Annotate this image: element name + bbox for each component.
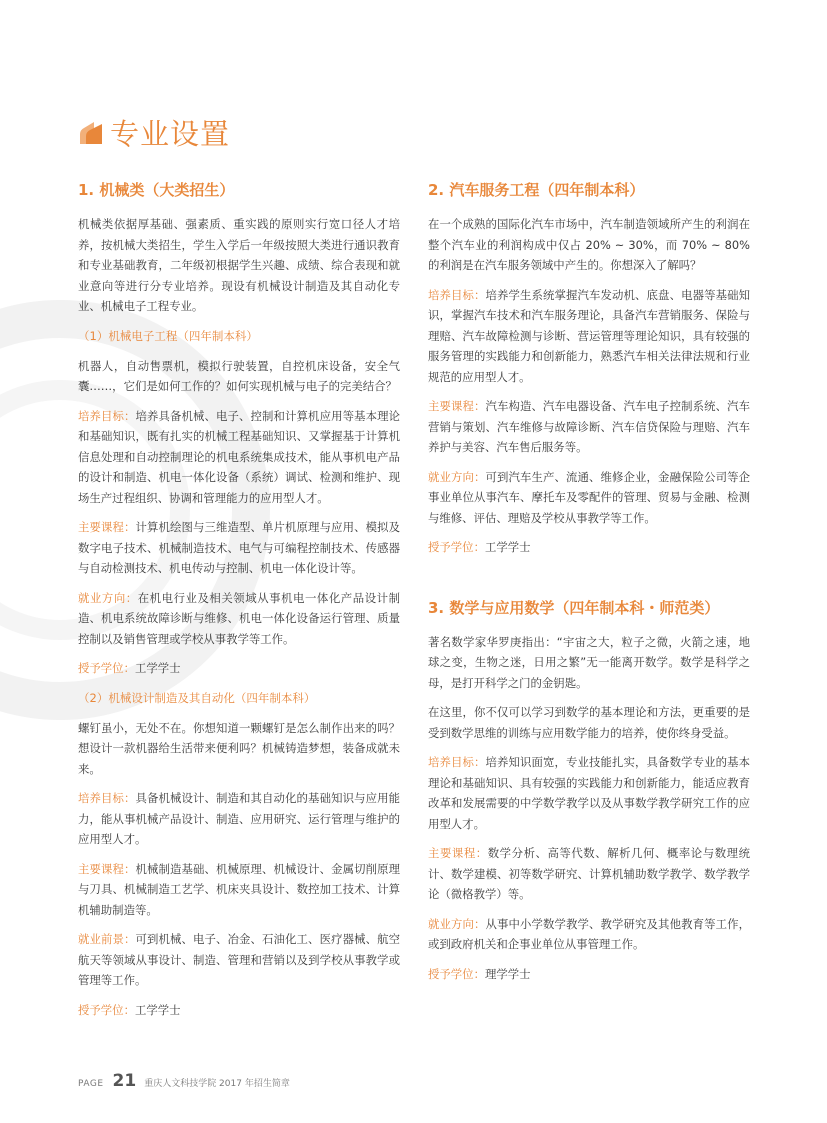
page-title <box>78 112 230 153</box>
degree-label: 授予学位： <box>428 540 485 554</box>
degree <box>428 964 750 985</box>
main-courses-text: 数学分析、高等代数、解析几何、概率论与数理统计、数学建模、初等数学研究、计算机辅助数学教学、数学教学论（微格教学）等。 <box>428 846 750 901</box>
training-goal-text: 培养具备机械、电子、控制和计算机应用等基本理论和基础知识，既有扎实的机械工程基础知识、又掌握基于计算机信息处理和自动控制理论的机电系统集成技术，能从事机电产品的设计和制造、机电一体化设备（系统）调试、检测和维护、现场生产过程组织、协调和管理能力的应用型人才。 <box>78 408 400 505</box>
employment <box>428 467 750 529</box>
major-intro: 螺钉虽小，无处不在。你想知道一颗螺钉是怎么制作出来的吗？想设计一款机器给生活带来便利吗？机械铸造梦想，装备成就未来。 <box>78 720 400 776</box>
main-courses <box>428 843 750 905</box>
employment-label: 就业方向： <box>78 590 138 605</box>
page-title-text: 专业设置 <box>110 117 231 151</box>
degree <box>78 658 400 679</box>
major-heading-mechanical-design: （2）机械设计制造及其自动化（四年制本科） <box>78 690 316 705</box>
section-intro: 机械类依据厚基础、强素质、重实践的原则实行宽口径人才培养，按机械大类招生，学生入学后一年级按照大类进行通识教育和专业基础教育，二年级初根据学生兴趣、成绩、综合表现和就业意向等进行分专业培养。现设有机械设计制造及其自动化专业、机械电子工程专业。 <box>78 217 400 313</box>
training-goal-label: 培养目标： <box>428 287 486 302</box>
training-goal-label: 培养目标： <box>78 408 136 423</box>
main-courses <box>78 859 400 921</box>
degree-text: 工学学士 <box>134 1002 181 1017</box>
degree-text: 工学学士 <box>484 540 531 554</box>
degree-label: 授予学位： <box>78 661 135 675</box>
main-courses-label: 主要课程： <box>428 399 486 413</box>
section-intro: 在一个成熟的国际化汽车市场中，汽车制造领域所产生的利润在整个汽车业的利润构成中仅占 20% ~ 30%，而 70% ~ 80% 的利润是在汽车服务领域中产生的。你想深入了解吗？ <box>428 217 750 272</box>
main-courses-label: 主要课程： <box>428 846 488 860</box>
employment <box>78 588 400 650</box>
training-goal-text: 培养学生系统掌握汽车发动机、底盘、电器等基础知识，掌握汽车技术和汽车服务理论，具备汽车营销服务、保险与理赔、汽车故障检测与诊断、营运管理等理论知识，具有较强的服务管理的实践能力和创新能力，熟悉汽车相关法律法规和行业规范的应用型人才。 <box>428 287 750 384</box>
major-heading-mechatronics: （1）机械电子工程（四年制本科） <box>78 328 258 343</box>
training-goal-text: 具备机械设计、制造和其自动化的基础知识与应用能力，能从事机械产品设计、制造、应用研究、运行管理与维护的应用型人才。 <box>78 791 400 846</box>
training-goal-label: 培养目标： <box>78 791 136 805</box>
degree <box>428 537 750 558</box>
employment <box>78 929 400 991</box>
degree-label: 授予学位： <box>428 966 485 981</box>
right-column <box>428 178 750 993</box>
left-column <box>78 178 400 1029</box>
main-courses-label: 主要课程： <box>78 520 136 534</box>
main-courses-text: 机械制造基础、机械原理、机械设计、金属切削原理与刀具、机械制造工艺学、机床夹具设计、数控加工技术、计算机辅助制造等。 <box>78 861 400 917</box>
training-goal <box>78 406 400 509</box>
degree <box>78 1000 400 1021</box>
employment-label: 就业方向： <box>428 916 486 931</box>
main-courses <box>428 396 750 458</box>
training-goal <box>78 788 400 850</box>
section-heading-mathematics: 3. 数学与应用数学（四年制本科・师范类） <box>428 598 720 617</box>
employment-text: 在机电行业及相关领域从事机电一体化产品设计制造、机电系统故障诊断与维修、机电一体化设备运行管理、质量控制以及销售管理或学校从事教学等工作。 <box>78 590 400 646</box>
employment-label: 就业前景： <box>78 932 136 946</box>
degree-label: 授予学位： <box>78 1002 135 1017</box>
training-goal <box>428 752 750 834</box>
main-courses <box>78 517 400 579</box>
footer-page-number: 21 <box>112 1071 137 1091</box>
section-heading-auto-service: 2. 汽车服务工程（四年制本科） <box>428 181 645 199</box>
degree-text: 理学学士 <box>484 966 531 981</box>
employment <box>428 914 750 955</box>
training-goal-label: 培养目标： <box>428 755 486 769</box>
training-goal <box>428 285 750 388</box>
employment-text: 从事中小学数学教学、教学研究及其他教育等工作，或到政府机关和企事业单位从事管理工作。 <box>428 916 750 951</box>
degree-text: 工学学士 <box>134 661 181 675</box>
employment-text: 可到机械、电子、冶金、石油化工、医疗器械、航空航天等领域从事设计、制造、管理和营销以及到学校从事教学或管理等工作。 <box>78 932 400 987</box>
section-heading-mechanical: 1. 机械类（大类招生） <box>78 181 235 199</box>
employment-label: 就业方向： <box>428 469 486 484</box>
folded-corner-icon <box>78 120 104 146</box>
training-goal-text: 培养知识面宽，专业技能扎实，具备数学专业的基本理论和基础知识、具有较强的实践能力和创新能力，能适应教育改革和发展需要的中学数学教学以及从事数学教学研究工作的应用型人才。 <box>428 755 750 831</box>
section-intro: 著名数学家华罗庚指出：“宇宙之大，粒子之微，火箭之速，地球之变，生物之迷，日用之繁”无一能离开数学。数学是科学之母，是打开科学之门的金钥匙。 <box>428 634 750 690</box>
main-courses-text: 计算机绘图与三维造型、单片机原理与应用、模拟及数字电子技术、机械制造技术、电气与可编程控制技术、传感器与自动检测技术、机电传动与控制、机电一体化设计等。 <box>78 520 400 575</box>
footer-publication: 重庆人文科技学院 2017 年招生简章 <box>144 1079 290 1089</box>
main-courses-label: 主要课程： <box>78 861 136 876</box>
major-intro: 机器人，自动售票机，模拟行驶装置，自控机床设备，安全气囊……，它们是如何工作的？如何实现机械与电子的完美结合？ <box>78 358 400 393</box>
footer-page-label: PAGE <box>78 1079 104 1089</box>
employment-text: 可到汽车生产、流通、维修企业，金融保险公司等企事业单位从事汽车、摩托车及零配件的管理、贸易与金融、检测与维修、评估、理赔及学校从事教学等工作。 <box>428 469 750 525</box>
section-intro-2: 在这里，你不仅可以学习到数学的基本理论和方法，更重要的是受到数学思维的训练与应用数学能力的培养，使你终身受益。 <box>428 705 750 740</box>
main-courses-text: 汽车构造、汽车电器设备、汽车电子控制系统、汽车营销与策划、汽车维修与故障诊断、汽车信贷保险与理赔、汽车养护与美容、汽车售后服务等。 <box>428 399 750 454</box>
page-footer <box>78 1071 290 1091</box>
